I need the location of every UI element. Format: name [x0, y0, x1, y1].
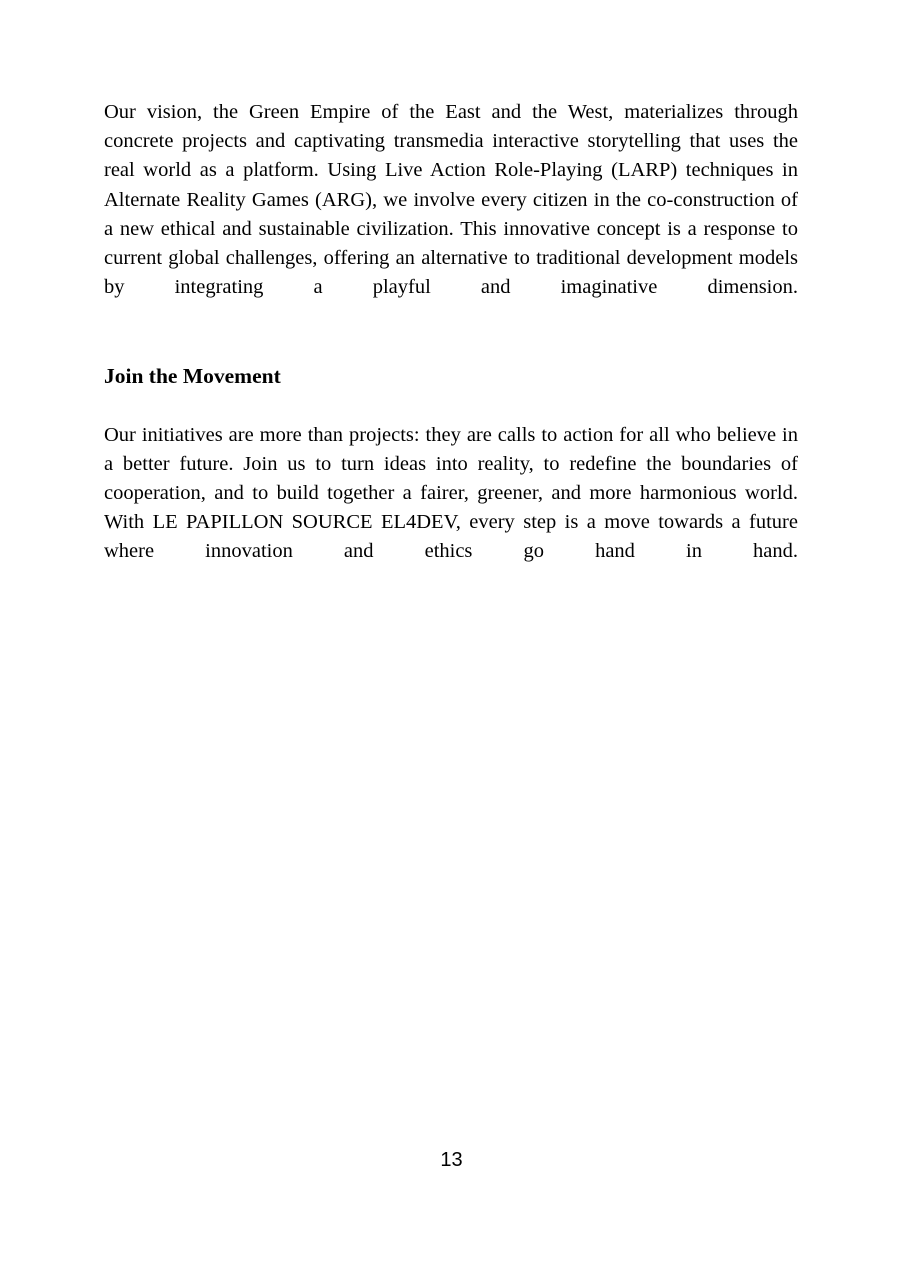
- page-number: 13: [440, 1149, 463, 1171]
- paragraph-initiatives: Our initiatives are more than projects: they are calls to action for all who believe in a better future. Join us to turn ideas into reality, to redefine the boundaries of cooperation, and to build together a fairer, greener, and more harmonious world. With LE PAPILLON SOURCE EL4DEV, every step is a move towards a future where innovation and ethics go hand in hand.: [104, 423, 798, 563]
- heading-join-the-movement: Join the Movement: [104, 363, 281, 388]
- spacer-after-heading: [104, 391, 798, 421]
- spacer-before-heading: [104, 332, 798, 362]
- paragraph-vision: Our vision, the Green Empire of the East and the West, materializes through concrete projects and captivating transmedia interactive storytelling that uses the real world as a platform. Using Live Action Role-Playing (LARP) techniques in Alternate Reality Games (ARG), we involve every citizen in the co-construction of a new ethical and sustainable civilization. This innovative concept is a response to current global challenges, offering an alternative to traditional development models by integrating a playful and imaginative dimension.: [104, 101, 798, 299]
- page-content-column: [104, 98, 798, 596]
